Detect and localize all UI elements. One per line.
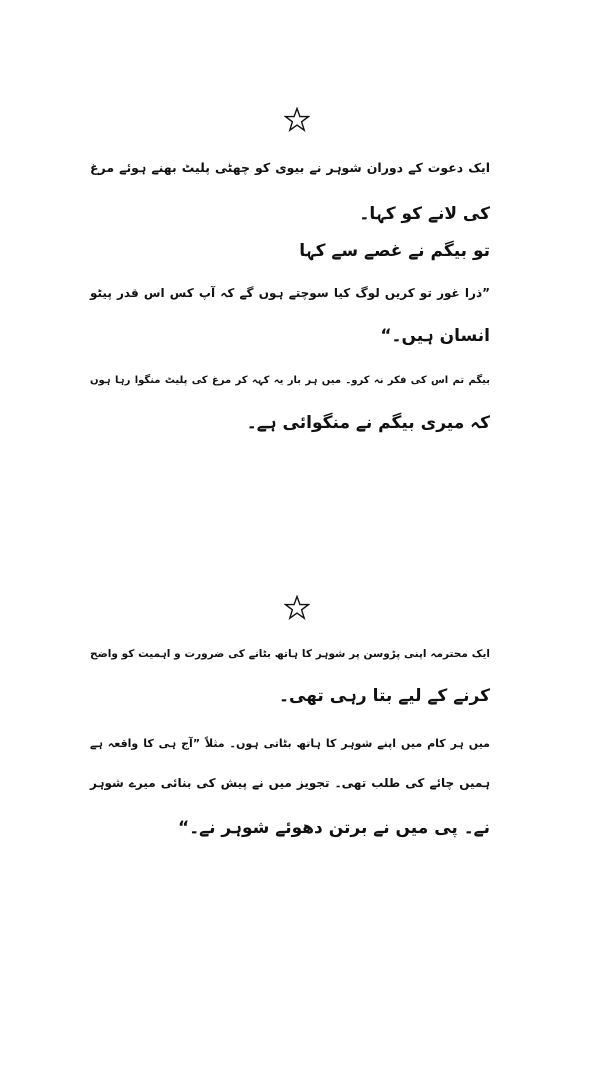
joke1-line-7: کہ میری بیگم نے منگوائی ہے۔ bbox=[246, 413, 490, 433]
star-icon bbox=[284, 595, 310, 621]
joke2-line-2: کرنے کے لیے بتا رہی تھی۔ bbox=[279, 686, 490, 706]
joke1-line-3: تو بیگم نے غصے سے کہا bbox=[299, 241, 490, 261]
star-icon bbox=[284, 107, 310, 133]
joke2-line-4: ہمیں چائے کی طلب تھی۔ تجویز میں نے پیش کی بنائی میرے شوہر bbox=[90, 776, 490, 790]
joke1-line-4: ”ذرا غور تو کریں لوگ کیا سوچتے ہوں گے کہ آپ کس اس قدر پیٹو bbox=[90, 286, 490, 300]
joke1-line-6: بیگم تم اس کی فکر نہ کرو۔ میں ہر بار یہ کہہ کر مرغ کی پلیٹ منگوا رہا ہوں bbox=[90, 375, 490, 386]
joke2-line-3: میں ہر کام میں اپنے شوہر کا ہاتھ بٹاتی ہوں۔ مثلاً ”آج ہی کا واقعہ ہے bbox=[90, 737, 490, 750]
joke2-line-5: نے۔ پی میں نے برتن دھوئے شوہر نے۔“ bbox=[178, 818, 490, 838]
joke2-line-1: ایک محترمہ اپنی پڑوسن پر شوہر کا ہاتھ بٹانے کی ضرورت و اہمیت کو واضح bbox=[90, 648, 490, 660]
joke1-line-5: انسان ہیں۔“ bbox=[380, 326, 490, 346]
joke1-line-1: ایک دعوت کے دوران شوہر نے بیوی کو چھٹی پلیٹ بھنے ہوئے مرغ bbox=[90, 160, 490, 175]
joke1-line-2: کی لانے کو کہا۔ bbox=[359, 204, 490, 224]
